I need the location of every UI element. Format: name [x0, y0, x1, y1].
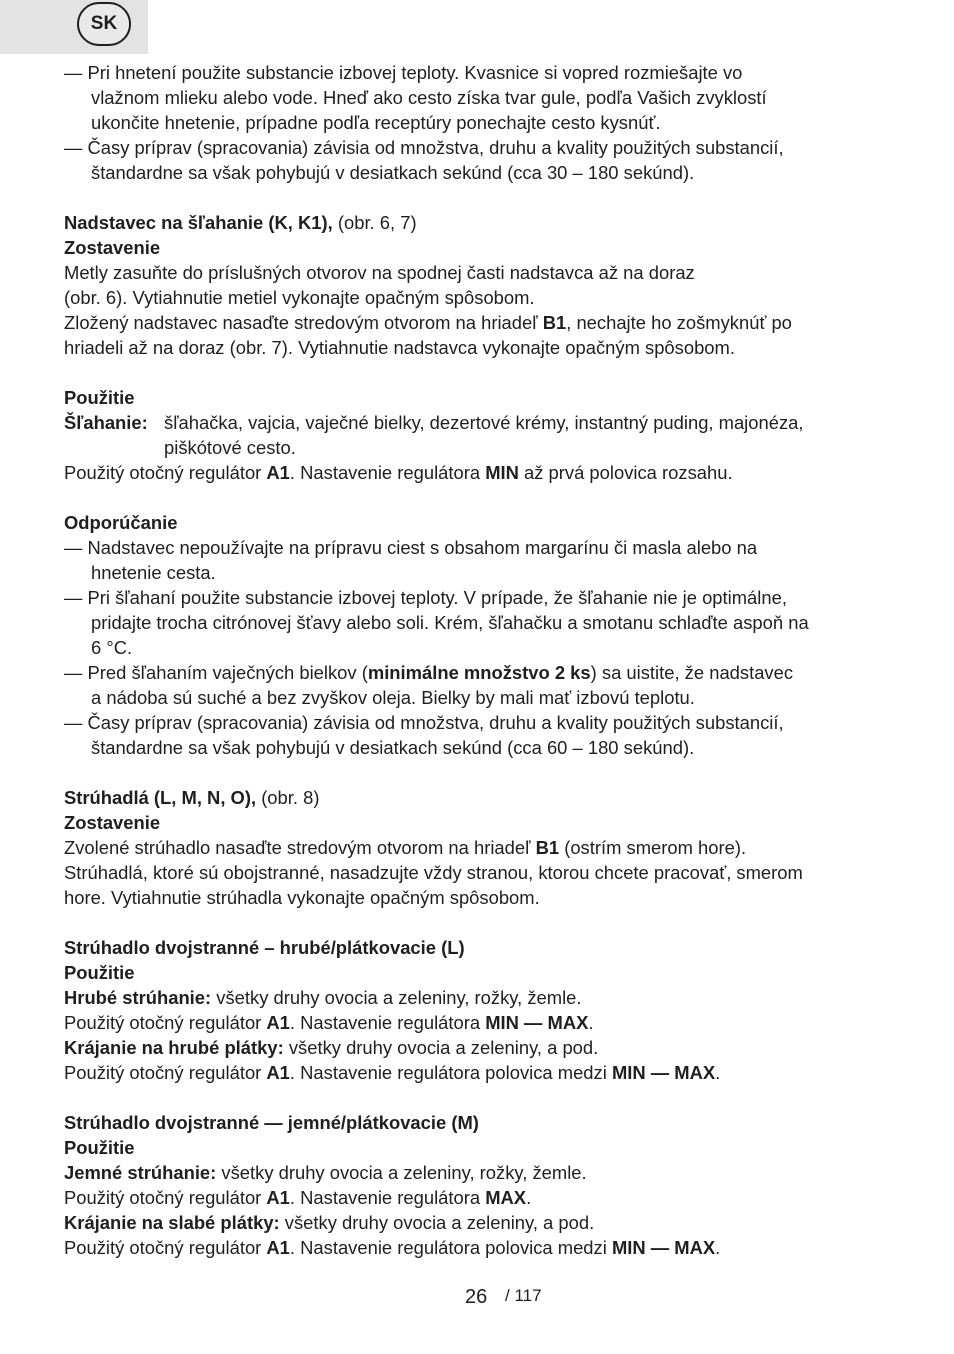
subheading: Zostavenie: [64, 237, 161, 258]
language-badge: SK: [77, 2, 131, 46]
bullet-line: štandardne sa však pohybujú v desiatkach sekúnd (cca 30 – 180 sekúnd).: [91, 162, 695, 183]
subheading: Použitie: [64, 387, 135, 408]
definition-line: piškótové cesto.: [164, 437, 296, 458]
page-number: 26: [465, 1286, 488, 1308]
definition-line: Šľahanie: šľahačka, vajcia, vaječné bielky, dezertové krémy, instantný puding, majonéza,: [64, 412, 804, 433]
section-heading: Strúhadlo dvojstranné – hrubé/plátkovacie (L): [64, 937, 465, 958]
bullet-line: vlažnom mlieku alebo vode. Hneď ako cesto získa tvar gule, podľa Vašich zvyklostí: [91, 87, 767, 108]
bullet-line: a nádoba sú suché a bez zvyškov oleja. Bielky by mali mať izbovú teplotu.: [91, 687, 695, 708]
bullet-line: — Pri šľahaní použite substancie izbovej teploty. V prípade, že šľahanie nie je optimálne,: [64, 587, 787, 608]
bullet-line: hnetenie cesta.: [91, 562, 216, 583]
bullet-line: — Nadstavec nepoužívajte na prípravu ciest s obsahom margarínu či masla alebo na: [64, 537, 758, 558]
paragraph-line: Použitý otočný regulátor A1. Nastavenie regulátora polovica medzi MIN — MAX.: [64, 1237, 721, 1258]
paragraph-line: Použitý otočný regulátor A1. Nastavenie regulátora MIN — MAX.: [64, 1012, 594, 1033]
paragraph-line: Použitý otočný regulátor A1. Nastavenie regulátora MAX.: [64, 1187, 532, 1208]
paragraph-line: Krájanie na hrubé plátky: všetky druhy ovocia a zeleniny, a pod.: [64, 1037, 599, 1058]
page-content: [64, 60, 896, 1260]
subheading: Zostavenie: [64, 812, 161, 833]
page-total: / 117: [505, 1286, 542, 1305]
subheading: Použitie: [64, 1137, 135, 1158]
paragraph-line: hore. Vytiahnutie strúhadla vykonajte opačným spôsobom.: [64, 887, 540, 908]
subheading: Odporúčanie: [64, 512, 178, 533]
paragraph-line: hriadeli až na doraz (obr. 7). Vytiahnutie nadstavca vykonajte opačným spôsobom.: [64, 337, 735, 358]
paragraph-line: Metly zasuňte do príslušných otvorov na spodnej časti nadstavca až na doraz: [64, 262, 695, 283]
paragraph-line: Zložený nadstavec nasaďte stredovým otvorom na hriadeľ B1, nechajte ho zošmyknúť po: [64, 312, 792, 333]
bullet-line: pridajte trocha citrónovej šťavy alebo soli. Krém, šľahačku a smotanu schlaďte aspoň na: [91, 612, 809, 633]
bullet-line: — Časy príprav (spracovania) závisia od množstva, druhu a kvality použitých substancií,: [64, 712, 784, 733]
paragraph-line: Strúhadlá, ktoré sú obojstranné, nasadzujte vždy stranou, ktorou chcete pracovať, smerom: [64, 862, 803, 883]
section-heading: Nadstavec na šľahanie (K, K1), (obr. 6, 7): [64, 212, 417, 233]
bullet-line: štandardne sa však pohybujú v desiatkach sekúnd (cca 60 – 180 sekúnd).: [91, 737, 695, 758]
bullet-line: 6 °C.: [91, 637, 133, 658]
section-heading: Strúhadlá (L, M, N, O), (obr. 8): [64, 787, 320, 808]
bullet-line: — Pri hnetení použite substancie izbovej teploty. Kvasnice si vopred rozmiešajte vo: [64, 62, 743, 83]
subheading: Použitie: [64, 962, 135, 983]
paragraph-line: Použitý otočný regulátor A1. Nastavenie regulátora polovica medzi MIN — MAX.: [64, 1062, 721, 1083]
paragraph-line: (obr. 6). Vytiahnutie metiel vykonajte opačným spôsobom.: [64, 287, 535, 308]
bullet-line: ukončite hnetenie, prípadne podľa receptúry ponechajte cesto kysnúť.: [91, 112, 661, 133]
paragraph-line: Hrubé strúhanie: všetky druhy ovocia a zeleniny, rožky, žemle.: [64, 987, 582, 1008]
paragraph-line: Zvolené strúhadlo nasaďte stredovým otvorom na hriadeľ B1 (ostrím smerom hore).: [64, 837, 747, 858]
bullet-line: — Pred šľahaním vaječných bielkov (minimálne množstvo 2 ks) sa uistite, že nadstavec: [64, 662, 794, 683]
bullet-line: — Časy príprav (spracovania) závisia od množstva, druhu a kvality použitých substancií,: [64, 137, 784, 158]
paragraph-line: Jemné strúhanie: všetky druhy ovocia a zeleniny, rožky, žemle.: [64, 1162, 587, 1183]
paragraph-line: Krájanie na slabé plátky: všetky druhy ovocia a zeleniny, a pod.: [64, 1212, 595, 1233]
section-heading: Strúhadlo dvojstranné — jemné/plátkovacie (M): [64, 1112, 479, 1133]
paragraph-line: Použitý otočný regulátor A1. Nastavenie regulátora MIN až prvá polovica rozsahu.: [64, 462, 733, 483]
